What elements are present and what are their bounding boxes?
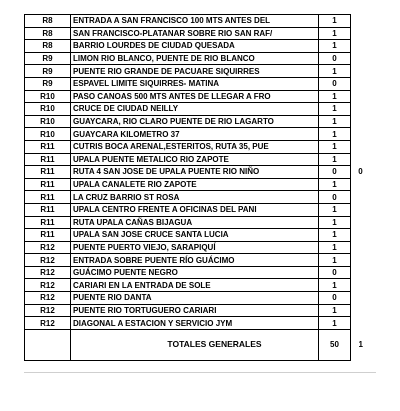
description-cell: RUTA UPALA CAÑAS BIJAGUA: [71, 216, 319, 229]
count-cell: 1: [319, 65, 351, 78]
table-row: [25, 166, 371, 179]
count-cell: 0: [319, 77, 351, 90]
count-cell: 0: [319, 292, 351, 305]
region-cell: R8: [25, 15, 71, 28]
count-cell: 1: [319, 153, 351, 166]
extra-cell: [351, 27, 371, 40]
region-cell: R10: [25, 90, 71, 103]
count-cell: 0: [319, 52, 351, 65]
region-cell: R12: [25, 254, 71, 267]
description-cell: GUÁCIMO PUENTE NEGRO: [71, 266, 319, 279]
description-cell: RUTA 4 SAN JOSE DE UPALA PUENTE RIO NIÑO: [71, 166, 319, 179]
region-cell: R11: [25, 216, 71, 229]
description-cell: CRUCE DE CIUDAD NEILLY: [71, 103, 319, 116]
region-cell: R10: [25, 115, 71, 128]
region-cell: R9: [25, 77, 71, 90]
description-cell: ENTRADA SOBRE PUENTE RÍO GUÁCIMO: [71, 254, 319, 267]
count-cell: 0: [319, 166, 351, 179]
description-cell: LIMON RIO BLANCO, PUENTE DE RIO BLANCO: [71, 52, 319, 65]
totals-row: [25, 329, 371, 360]
region-cell: R11: [25, 166, 71, 179]
region-cell: R12: [25, 317, 71, 330]
description-cell: CUTRIS BOCA ARENAL,ESTERITOS, RUTA 35, PUE: [71, 140, 319, 153]
table-row: [25, 254, 371, 267]
table-row: [25, 178, 371, 191]
table-row: [25, 292, 371, 305]
table-row: [25, 317, 371, 330]
region-cell: R11: [25, 229, 71, 242]
totals-label: TOTALES GENERALES: [71, 329, 319, 360]
count-cell: 1: [319, 15, 351, 28]
description-cell: PUENTE RIO TORTUGUERO CARIARI: [71, 304, 319, 317]
table-row: [25, 90, 371, 103]
table-row: [25, 115, 371, 128]
description-cell: BARRIO LOURDES DE CIUDAD QUESADA: [71, 40, 319, 53]
table-row: [25, 229, 371, 242]
extra-cell: [351, 229, 371, 242]
table-row: [25, 203, 371, 216]
data-sheet: [24, 14, 370, 361]
count-cell: 1: [319, 178, 351, 191]
totals-region-cell: [25, 329, 71, 360]
extra-cell: [351, 191, 371, 204]
count-cell: 1: [319, 216, 351, 229]
count-cell: 1: [319, 40, 351, 53]
region-cell: R10: [25, 128, 71, 141]
region-cell: R11: [25, 140, 71, 153]
region-cell: R9: [25, 65, 71, 78]
description-cell: UPALA SAN JOSE CRUCE SANTA LUCIA: [71, 229, 319, 242]
description-cell: UPALA CANALETE RIO ZAPOTE: [71, 178, 319, 191]
table-row: [25, 304, 371, 317]
extra-cell: [351, 90, 371, 103]
description-cell: GUAYCARA KILOMETRO 37: [71, 128, 319, 141]
table-row: [25, 153, 371, 166]
count-cell: 1: [319, 27, 351, 40]
extra-cell: [351, 128, 371, 141]
description-cell: DIAGONAL A ESTACION Y SERVICIO JYM: [71, 317, 319, 330]
region-cell: R9: [25, 52, 71, 65]
table-row: [25, 103, 371, 116]
extra-cell: [351, 279, 371, 292]
extra-cell: [351, 178, 371, 191]
description-cell: LA CRUZ BARRIO ST ROSA: [71, 191, 319, 204]
table-row: [25, 241, 371, 254]
region-cell: R12: [25, 241, 71, 254]
count-cell: 1: [319, 115, 351, 128]
region-cell: R11: [25, 191, 71, 204]
extra-cell: [351, 292, 371, 305]
extra-cell: [351, 103, 371, 116]
count-cell: 0: [319, 191, 351, 204]
region-cell: R10: [25, 103, 71, 116]
count-cell: 1: [319, 241, 351, 254]
extra-cell: [351, 40, 371, 53]
totals-extra: 1: [358, 340, 363, 350]
region-cell: R8: [25, 40, 71, 53]
table-row: [25, 266, 371, 279]
table-row: [25, 77, 371, 90]
region-cell: R12: [25, 292, 71, 305]
description-cell: SAN FRANCISCO-PLATANAR SOBRE RIO SAN RAF/: [71, 27, 319, 40]
extra-cell: [351, 241, 371, 254]
description-cell: CARIARI EN LA ENTRADA DE SOLE: [71, 279, 319, 292]
table-row: [25, 279, 371, 292]
region-cell: R12: [25, 279, 71, 292]
checkpoint-table: [24, 14, 371, 361]
extra-cell: [351, 65, 371, 78]
count-cell: 0: [319, 266, 351, 279]
region-cell: R12: [25, 266, 71, 279]
table-row: [25, 40, 371, 53]
extra-cell: [351, 254, 371, 267]
count-cell: 1: [319, 128, 351, 141]
extra-cell: [351, 140, 371, 153]
count-cell: 1: [319, 90, 351, 103]
extra-cell: [351, 115, 371, 128]
table-row: [25, 191, 371, 204]
count-cell: 1: [319, 304, 351, 317]
extra-cell: [351, 153, 371, 166]
table-row: [25, 65, 371, 78]
table-row: [25, 140, 371, 153]
description-cell: PUENTE RIO DANTA: [71, 292, 319, 305]
extra-cell: [351, 317, 371, 330]
extra-cell: [351, 216, 371, 229]
count-cell: 1: [319, 254, 351, 267]
description-cell: PUENTE RIO GRANDE DE PACUARE SIQUIRRES: [71, 65, 319, 78]
table-row: [25, 15, 371, 28]
totals-count: 50: [319, 329, 351, 360]
extra-cell: [351, 52, 371, 65]
extra-cell: 0: [358, 167, 363, 177]
description-cell: ENTRADA A SAN FRANCISCO 100 MTS ANTES DEL: [71, 15, 319, 28]
description-cell: UPALA PUENTE METALICO RIO ZAPOTE: [71, 153, 319, 166]
count-cell: 1: [319, 279, 351, 292]
extra-cell: [351, 203, 371, 216]
table-row: [25, 27, 371, 40]
count-cell: 1: [319, 140, 351, 153]
region-cell: R11: [25, 178, 71, 191]
table-row: [25, 52, 371, 65]
extra-cell: [351, 304, 371, 317]
extra-cell: [351, 15, 371, 28]
region-cell: R11: [25, 153, 71, 166]
page-divider: [24, 372, 376, 373]
count-cell: 1: [319, 229, 351, 242]
table-row: [25, 216, 371, 229]
extra-cell: [351, 77, 371, 90]
description-cell: GUAYCARA, RIO CLARO PUENTE DE RIO LAGARTO: [71, 115, 319, 128]
count-cell: 1: [319, 103, 351, 116]
count-cell: 1: [319, 203, 351, 216]
region-cell: R8: [25, 27, 71, 40]
extra-cell: [351, 266, 371, 279]
count-cell: 1: [319, 317, 351, 330]
description-cell: ESPAVEL LIMITE SIQUIRRES- MATINA: [71, 77, 319, 90]
description-cell: UPALA CENTRO FRENTE A OFICINAS DEL PANI: [71, 203, 319, 216]
region-cell: R12: [25, 304, 71, 317]
table-row: [25, 128, 371, 141]
table-body: [25, 15, 371, 330]
region-cell: R11: [25, 203, 71, 216]
description-cell: PASO CANOAS 500 MTS ANTES DE LLEGAR A FRO: [71, 90, 319, 103]
description-cell: PUENTE PUERTO VIEJO, SARAPIQUÍ: [71, 241, 319, 254]
